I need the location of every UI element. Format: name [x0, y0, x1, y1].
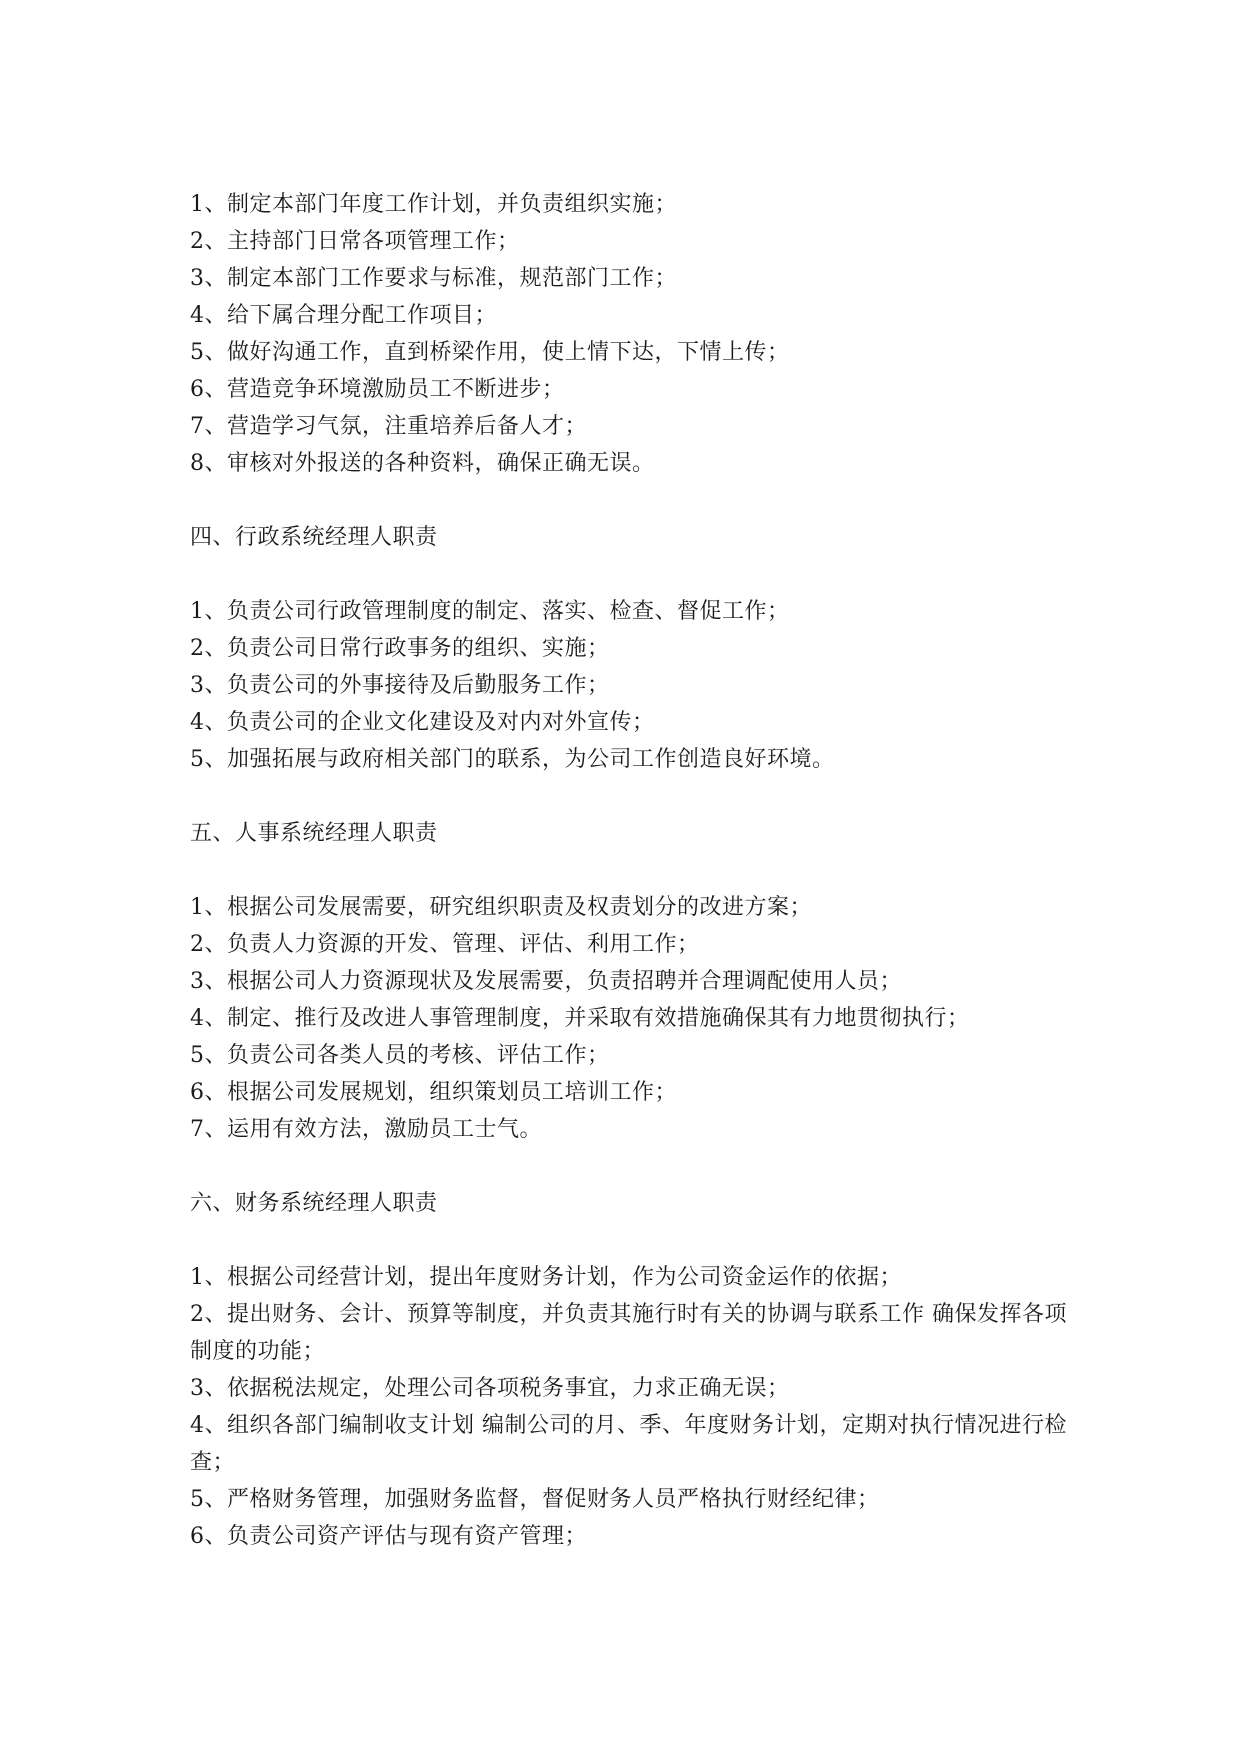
list-item: 3、依据税法规定，处理公司各项税务事宜，力求正确无误；	[190, 1376, 790, 1401]
list-item: 3、根据公司人力资源现状及发展需要，负责招聘并合理调配使用人员；	[190, 969, 902, 994]
section-5-list	[190, 889, 1070, 1148]
section-6-heading: 六、财务系统经理人职责	[190, 1191, 438, 1216]
list-item: 4、制定、推行及改进人事管理制度，并采取有效措施确保其有力地贯彻执行；	[190, 1006, 970, 1031]
list-item: 6、营造竞争环境激励员工不断进步；	[190, 377, 565, 402]
list-item: 6、负责公司资产评估与现有资产管理；	[190, 1524, 587, 1549]
section-5-heading: 五、人事系统经理人职责	[190, 821, 438, 846]
list-item: 2、主持部门日常各项管理工作；	[190, 229, 520, 254]
list-item: 4、组织各部门编制收支计划 编制公司的月、季、年度财务计划，定期对执行情况进行检查；	[190, 1413, 1067, 1475]
list-item: 5、严格财务管理，加强财务监督，督促财务人员严格执行财经纪律；	[190, 1487, 880, 1512]
list-item: 1、根据公司经营计划，提出年度财务计划，作为公司资金运作的依据；	[190, 1265, 902, 1290]
list-item: 5、加强拓展与政府相关部门的联系，为公司工作创造良好环境。	[190, 747, 835, 772]
section-4-list	[190, 593, 1070, 778]
list-item: 7、营造学习气氛，注重培养后备人才；	[190, 414, 587, 439]
list-item: 2、提出财务、会计、预算等制度，并负责其施行时有关的协调与联系工作 确保发挥各项制度的功能；	[190, 1302, 1067, 1364]
list-item: 6、根据公司发展规划，组织策划员工培训工作；	[190, 1080, 677, 1105]
list-item: 8、审核对外报送的各种资料，确保正确无误。	[190, 451, 655, 476]
list-item: 5、负责公司各类人员的考核、评估工作；	[190, 1043, 610, 1068]
list-item: 3、制定本部门工作要求与标准，规范部门工作；	[190, 266, 677, 291]
list-item: 2、负责人力资源的开发、管理、评估、利用工作；	[190, 932, 700, 957]
list-item: 4、负责公司的企业文化建设及对内对外宣传；	[190, 710, 655, 735]
list-item: 1、制定本部门年度工作计划，并负责组织实施；	[190, 192, 677, 217]
section-6-list	[190, 1259, 1070, 1555]
list-item: 3、负责公司的外事接待及后勤服务工作；	[190, 673, 610, 698]
list-item: 1、负责公司行政管理制度的制定、落实、检查、督促工作；	[190, 599, 790, 624]
list-item: 5、做好沟通工作，直到桥梁作用，使上情下达，下情上传；	[190, 340, 790, 365]
section-3-list	[190, 186, 1070, 482]
list-item: 2、负责公司日常行政事务的组织、实施；	[190, 636, 610, 661]
section-4-heading: 四、行政系统经理人职责	[190, 525, 438, 550]
list-item: 4、给下属合理分配工作项目；	[190, 303, 497, 328]
list-item: 1、根据公司发展需要，研究组织职责及权责划分的改进方案；	[190, 895, 812, 920]
document-page	[190, 186, 1070, 1555]
list-item: 7、运用有效方法，激励员工士气。	[190, 1117, 542, 1142]
